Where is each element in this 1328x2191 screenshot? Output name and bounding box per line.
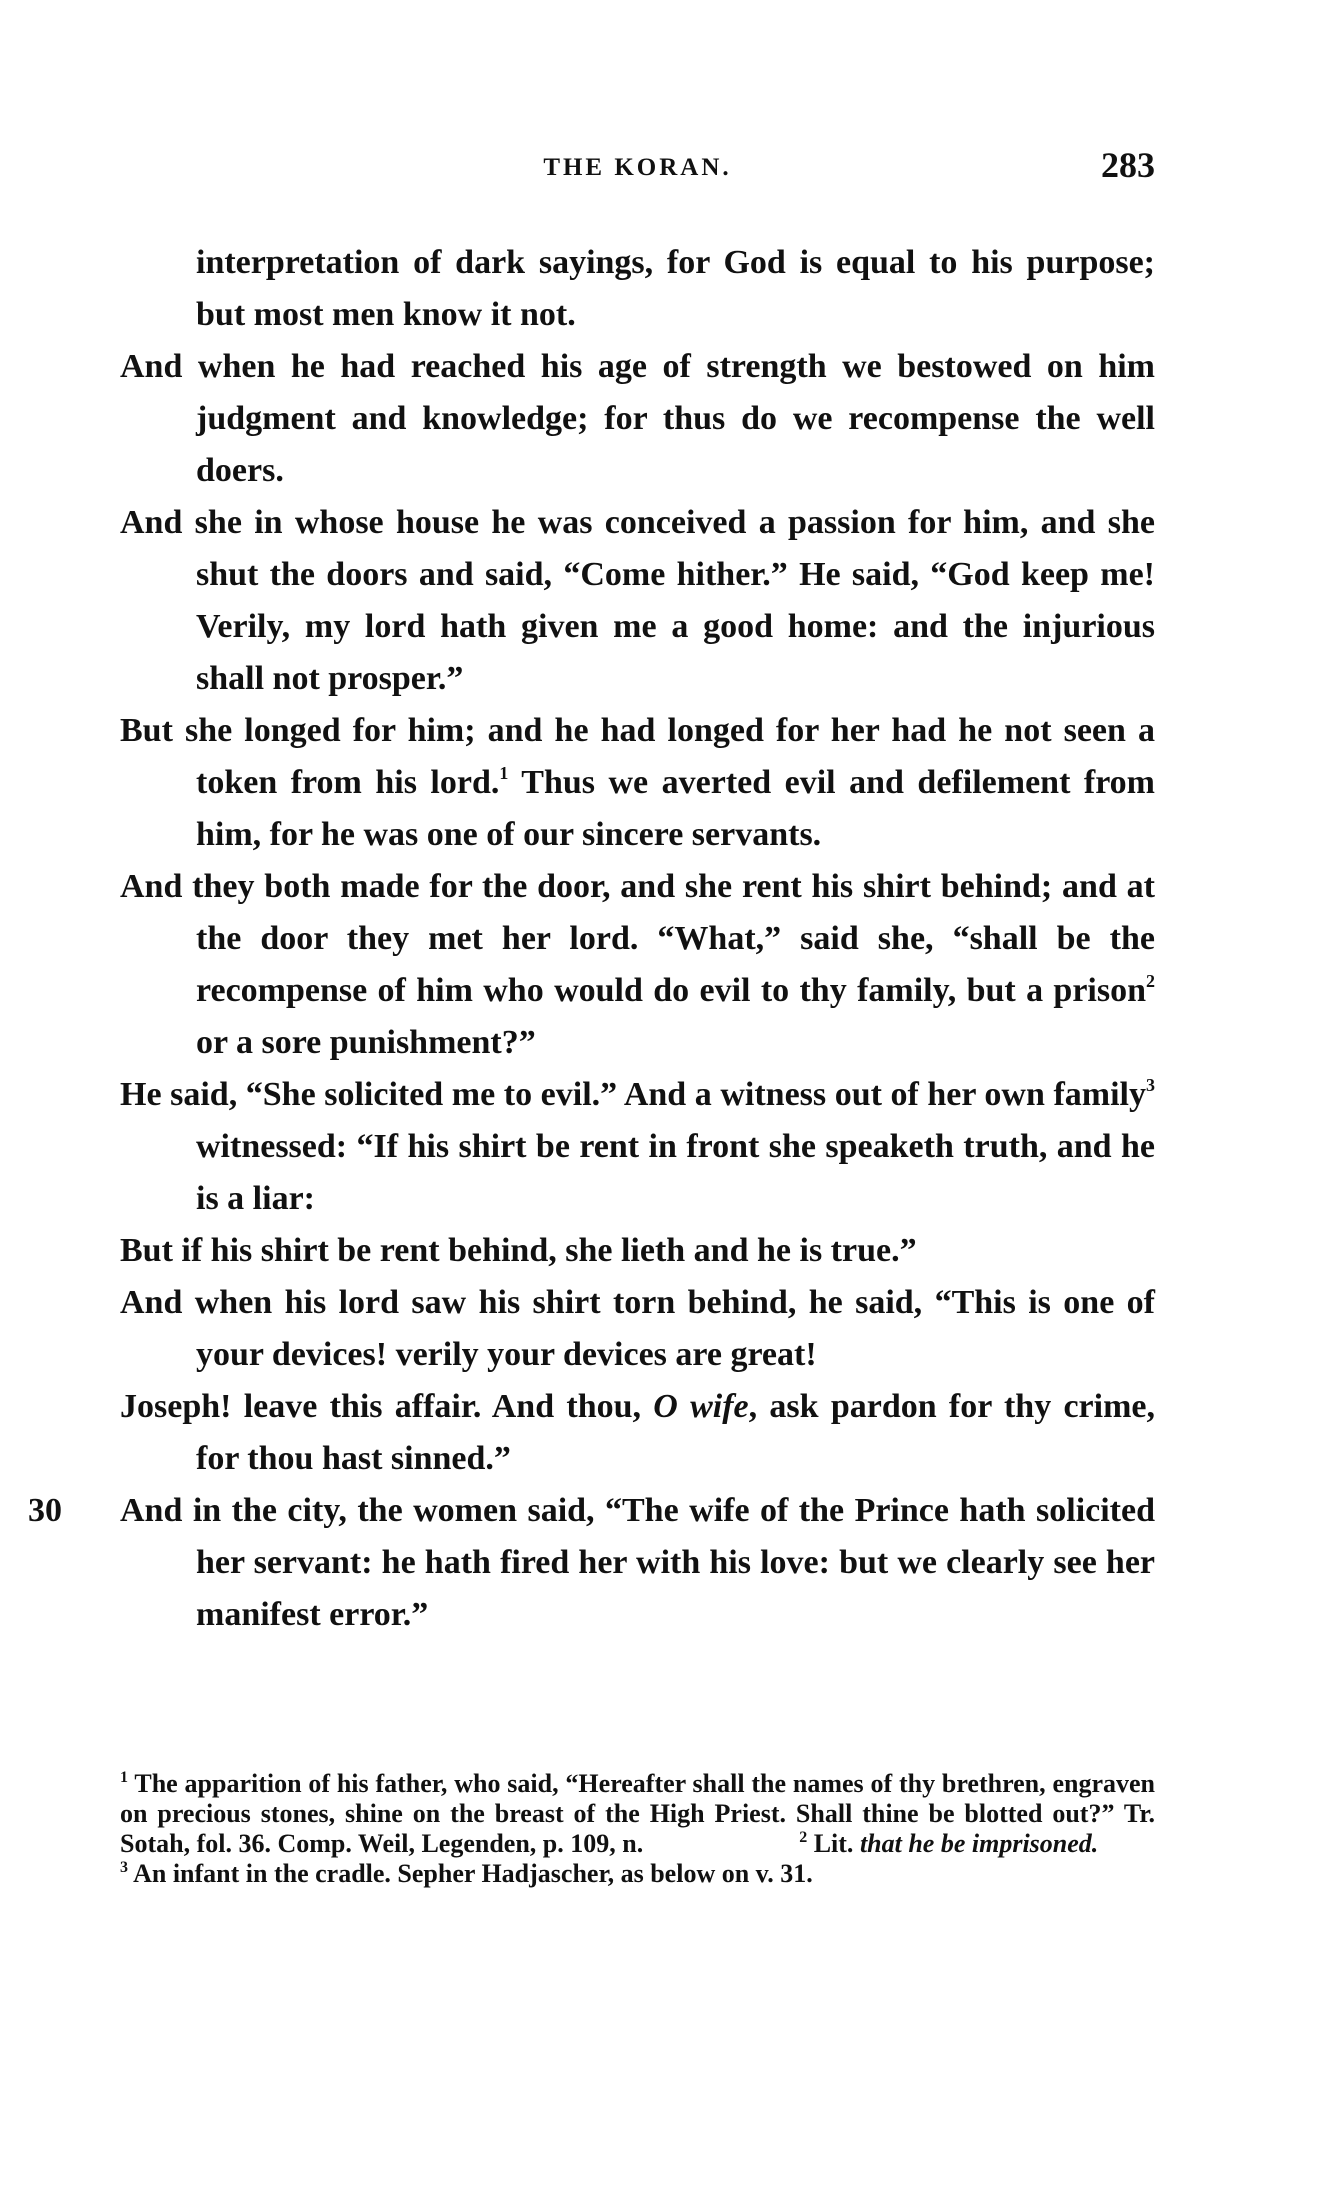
verse-paragraph <box>120 1277 1155 1381</box>
footnote-mark: 3 <box>120 1859 128 1876</box>
verse-text: But if his shirt be rent behind, she lieth and he is true.” <box>120 1232 917 1269</box>
footnote-mark: 2 <box>799 1829 808 1846</box>
verse-number: 30 <box>28 1492 62 1529</box>
verse-text: And when his lord saw his shirt torn behind, he said, “This is one of your devices! verily your devices are great! <box>120 1284 1155 1373</box>
verse-paragraph <box>120 237 1155 341</box>
verse-paragraph <box>28 1485 1155 1641</box>
footnote-text: An infant in the cradle. Sepher Hadjascher, as below on v. 31. <box>133 1859 813 1888</box>
verse-paragraph <box>120 341 1155 497</box>
page-header <box>120 144 1155 194</box>
page-number: 283 <box>1101 145 1155 185</box>
verse-text: He said, “She solicited me to evil.” And a witness out of her own family <box>120 1076 1146 1113</box>
verse-text: And they both made for the door, and she rent his shirt behind; and at the door they met her lord. “What,” said she, “shall be the recompense of him who would do evil to thy family, but a prison <box>120 868 1155 1009</box>
verse-paragraph <box>120 705 1155 861</box>
verse-italic: O wife <box>653 1388 749 1425</box>
verse-text: And when he had reached his age of strength we bestowed on him judgment and knowledge; for thus do we recompense the well doers. <box>120 348 1155 489</box>
verse-text: Thus we averted evil and defilement from him, for he was one of our sincere servants. <box>196 764 1156 853</box>
verse-text: And she in whose house he was conceived a passion for him, and she shut the doors and said, “Come hither.” He said, “God keep me! Verily, my lord hath given me a good home: and the injurious shall not prosper.” <box>120 504 1155 697</box>
verse-list <box>28 237 1156 1641</box>
footnote-text: The apparition of his father, who said, “Hereafter shall the names of thy brethren, engraven on precious stones, shine on the breast of the High Priest. Shall thine be blotted out?” Tr. Sotah, fol. 36. Comp. Weil, Legenden, p. 109, n. <box>120 1769 1156 1858</box>
verse-text: interpretation of dark sayings, for God is equal to his purpose; but most men know it not. <box>196 244 1155 333</box>
footnotes <box>120 1769 1155 1889</box>
footnote-italic: that he be imprisoned. <box>859 1829 1099 1858</box>
footnote-mark: 1 <box>120 1769 128 1786</box>
footnote-ref: 3 <box>1146 1075 1155 1095</box>
verse-text: Joseph! leave this affair. And thou, <box>120 1388 654 1425</box>
verse-paragraph <box>120 1381 1155 1485</box>
verse-paragraph <box>120 1225 1155 1277</box>
verse-text: or a sore punishment?” <box>196 1024 536 1061</box>
verse-text: And in the city, the women said, “The wife of the Prince hath solicited her servant: he hath fired her with his love: but we clearly see her manifest error.” <box>120 1492 1155 1633</box>
running-title: THE KORAN. <box>543 154 732 181</box>
verse-paragraph <box>120 1069 1155 1225</box>
verse-text: But she longed for him; and he had longed for her had he not seen a token from his lord. <box>120 712 1155 801</box>
footnote-text: Lit. <box>813 1829 860 1858</box>
verse-paragraph <box>120 861 1155 1069</box>
verse-paragraph <box>120 497 1155 705</box>
footnote-3 <box>120 1859 1155 1889</box>
footnote-1 <box>120 1769 1155 1859</box>
footnote-ref: 1 <box>499 763 509 783</box>
verse-text: , ask pardon for thy crime, for thou hast sinned.” <box>196 1388 1156 1477</box>
footnote-ref: 2 <box>1146 971 1155 991</box>
verse-text: witnessed: “If his shirt be rent in front she speaketh truth, and he is a liar: <box>196 1128 1155 1217</box>
